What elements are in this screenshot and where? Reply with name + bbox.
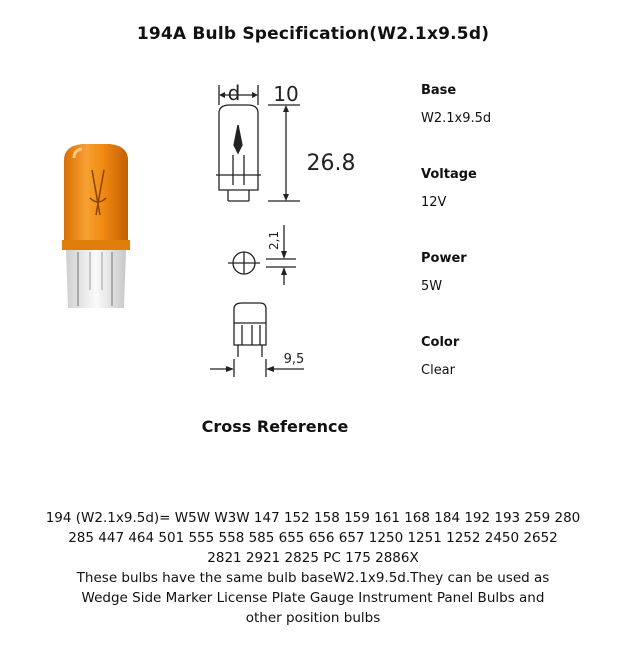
dim-width-label: 10 [273,82,299,106]
dim-base-label: 2,1 [267,230,281,250]
usage-line: Wedge Side Marker License Plate Gauge Instrument Panel Bulbs and [81,590,545,606]
spec-label-power: Power [421,251,467,266]
usage-line: other position bulbs [245,610,381,626]
cross-reference-line: 285 447 464 501 555 558 585 655 656 657 1250 1251 1252 2450 2652 [68,530,558,546]
dim-depth-label: 9,5 [283,352,305,367]
spec-label-color: Color [421,335,460,350]
cross-reference-heading: Cross Reference [201,417,349,436]
spec-value-voltage: 12V [421,195,447,210]
spec-value-color: Clear [421,363,455,378]
dim-height-label: 26.8 [306,151,356,176]
dim-d-label: d [227,81,241,105]
spec-label-voltage: Voltage [421,167,477,182]
page-title: 194A Bulb Specification(W2.1x9.5d) [136,24,490,44]
bulb-photo [52,140,142,318]
spec-value-power: 5W [421,279,443,294]
spec-value-base: W2.1x9.5d [421,111,492,126]
cross-reference-line: 194 (W2.1x9.5d)= W5W W3W 147 152 158 159 161 168 184 192 193 259 280 [45,510,581,526]
spec-label-base: Base [421,83,457,98]
usage-line: These bulbs have the same bulb baseW2.1x9.5d.They can be used as [76,570,550,586]
bulb-dimension-drawing [200,75,370,385]
cross-reference-line: 2821 2921 2825 PC 175 2886X [207,550,419,566]
cross-reference-text [40,508,586,628]
